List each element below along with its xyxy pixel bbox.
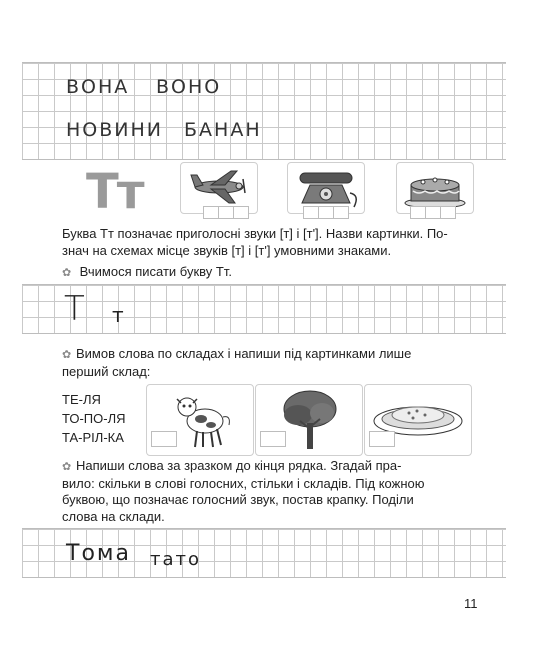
writing-grid-1 — [22, 62, 506, 160]
answer-cell[interactable] — [151, 431, 177, 447]
scheme-cell[interactable] — [218, 206, 234, 219]
scheme-cell[interactable] — [410, 206, 426, 219]
task4-line3: буквою, що позначає голосний звук, постав крапку. Поділи — [62, 492, 414, 507]
sound-scheme-airplane[interactable] — [203, 206, 248, 219]
grid-word-toma: Тома — [66, 541, 131, 566]
task3-text — [62, 346, 508, 380]
syllable-answer-plate[interactable] — [369, 431, 394, 447]
writing-grid-3 — [22, 528, 506, 578]
grid-word-tato: тато — [150, 549, 202, 570]
grid-word-vona: ВОНА — [66, 76, 130, 98]
grid-letter-upper-t: Т — [64, 289, 87, 329]
syllable-answer-calf[interactable] — [151, 431, 176, 447]
task2-text — [62, 264, 508, 282]
task1-line1: Буква Тт позначає приголосні звуки [т] і [т']. Назви картинки. По- — [62, 226, 448, 241]
grid-word-vono: ВОНО — [156, 76, 222, 98]
scheme-cell[interactable] — [318, 206, 334, 219]
task4-line4: слова на склади. — [62, 508, 165, 524]
scheme-cell[interactable] — [303, 206, 319, 219]
task2-line: Вчимося писати букву Тт. — [79, 264, 232, 279]
task3-line1: Вимов слова по складах і напиши під картинками лише — [76, 346, 412, 361]
page-number: 11 — [464, 596, 478, 611]
syllable-word-telya: ТЕ-ЛЯ — [62, 392, 101, 407]
scheme-cell[interactable] — [333, 206, 349, 219]
grid-word-banan: БАНАН — [184, 119, 262, 141]
flower-bullet-icon: ✿ — [62, 349, 72, 361]
task1-line2: знач на схемах місце звуків [т] і [т'] умовними знаками. — [62, 242, 392, 258]
big-letter-tt: Тт — [86, 164, 143, 220]
syllable-answer-tree[interactable] — [260, 431, 285, 447]
task4-line2: вило: скільки в слові голосних, стільки і складів. Під кожною — [62, 475, 425, 491]
task1-text — [62, 226, 508, 259]
grid-letter-lower-t: т — [112, 303, 126, 327]
task3-line2: перший склад: — [62, 363, 151, 379]
flower-bullet-icon: ✿ — [62, 461, 72, 473]
grid-word-novyny: НОВИНИ — [66, 119, 163, 141]
syllable-list — [62, 390, 126, 447]
answer-cell[interactable] — [369, 431, 395, 447]
syllable-word-topolya: ТО-ПО-ЛЯ — [62, 411, 126, 426]
answer-cell[interactable] — [260, 431, 286, 447]
flower-bullet-icon: ✿ — [62, 267, 72, 279]
scheme-cell[interactable] — [203, 206, 219, 219]
task4-line1: Напиши слова за зразком до кінця рядка. Згадай пра- — [76, 458, 402, 473]
scheme-cell[interactable] — [425, 206, 441, 219]
syllable-word-tarilka: ТА-РІЛ-КА — [62, 430, 124, 445]
scheme-cell[interactable] — [233, 206, 249, 219]
writing-grid-2 — [22, 284, 506, 334]
sound-scheme-telephone[interactable] — [303, 206, 348, 219]
task4-text — [62, 458, 512, 525]
sound-scheme-cake[interactable] — [410, 206, 455, 219]
scheme-cell[interactable] — [440, 206, 456, 219]
